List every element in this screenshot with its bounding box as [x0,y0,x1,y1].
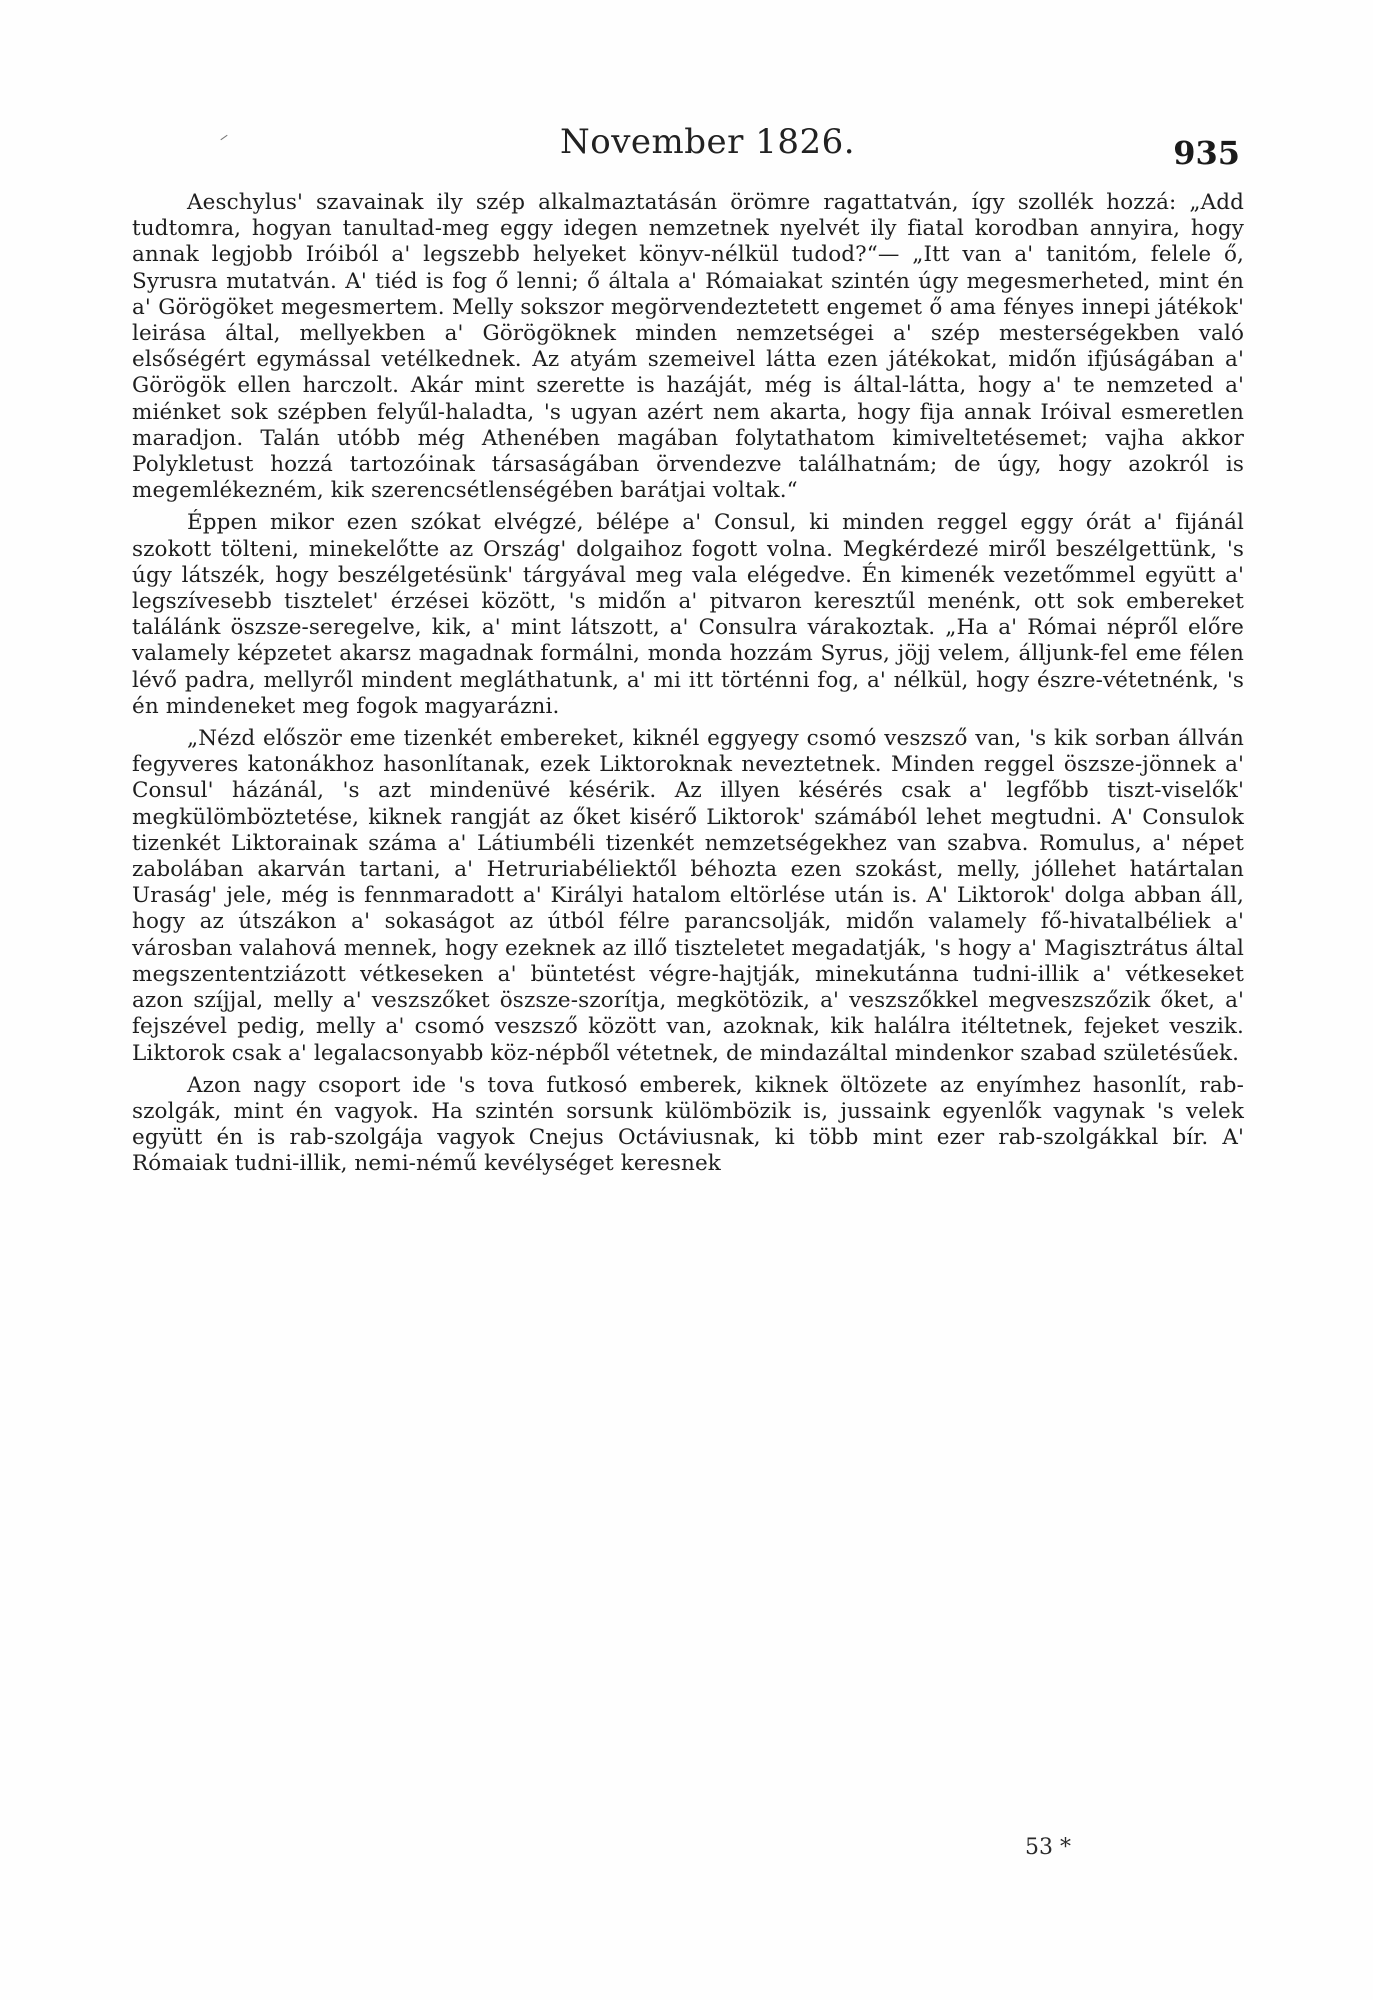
running-head: November 1826. [560,122,856,162]
page-number: 935 [1173,134,1240,172]
paragraph: Éppen mikor ezen szókat elvégzé, bélépe a' Consul, ki minden reggel eggy órát a' fijánál szokott tölteni, minekelőtte az Ország' dolgaihoz fogott volna. Megkérdezé miről beszélgettünk, 's úgy látszék, hogy beszélgetésünk' tárgyával meg vala elégedve. Én kimenék vezetőmmel együtt a' legszívesebb tisztelet' érzései között, 's midőn a' pitvaron keresztűl menénk, ott sok embereket találánk öszsze-seregelve, kik, a' mint látszott, a' Consulra várakoztak. „Ha a' Római népről előre valamely képzetet akarsz magadnak formálni, monda hozzám Syrus, jöjj velem, álljunk-fel eme félen lévő padra, mellyről mindent megláthatunk, a' mi itt történni fog, a' nélkül, hogy észre-vétetnénk, 's én mindeneket meg fogok magyarázni. [132,510,1244,719]
page-header [130,112,1240,182]
paragraph: Aeschylus' szavainak ily szép alkalmaztatásán örömre ragattatván, így szollék hozzá: „Add tudtomra, hogyan tanultad-meg eggy idegen nemzetnek nyelvét ily fiatal korodban annyira, hogy annak legjobb Iróiból a' legszebb helyeket könyv-nélkül tudod?“— „Itt van a' tanitóm, felele ő, Syrusra mutatván. A' tiéd is fog ő lenni; ő általa a' Rómaiakat szintén úgy megesmerheted, mint én a' Görögöket megesmertem. Melly sokszor megörvendeztetett engemet ő ama fényes innepi játékok' leirása által, mellyekben a' Görögöknek minden nemzetségei a' szép mesterségekben való elsőségért egymással vetélkednek. Az atyám szemeivel látta ezen játékokat, midőn ifjúságában a' Görögök ellen harczolt. Akár mint szerette is hazáját, még is által-látta, hogy a' te nemzeted a' miénket sok szépben felyűl-haladta, 's ugyan azért nem akarta, hogy fija annak Iróival esmeretlen maradjon. Talán utóbb még Athenében magában folytathatom kimiveltetésemet; vajha akkor Polykletust hozzá tartozóinak társaságában örvendezve találhatnám; de úgy, hogy azokról is megemlékezném, kik szerencsétlenségében barátjai voltak.“ [132,190,1244,504]
paragraph: „Nézd először eme tizenkét embereket, kiknél eggyegy csomó veszsző van, 's kik sorban állván fegyveres katonákhoz hasonlítanak, ezek Liktoroknak neveztetnek. Minden reggel öszsze-jönnek a' Consul' házánál, 's azt mindenüvé késérik. Az illyen késérés csak a' legfőbb tiszt-viselők' megkülömböztetése, kiknek rangját az őket kisérő Liktorok' számából lehet megtudni. A' Consulok tizenkét Liktorainak száma a' Látiumbéli tizenkét nemzetségekhez van szabva. Romulus, a' népet zabolában akarván tartani, a' Hetruriabéliektől béhozta ezen szokást, melly, jóllehet határtalan Uraság' jele, még is fennmaradott a' Királyi hatalom eltörlése után is. A' Liktorok' dolga abban áll, hogy az útszákon a' sokaságot az útból félre parancsolják, midőn valamely fő-hivatalbéliek a' városban valahová mennek, hogy ezeknek az illő tiszteletet megadatják, 's hogy a' Magisztrátus által megszententziázott vétkeseken a' büntetést végre-hajtják, minekutánna tudni-illik a' vétkeseket azon szíjjal, melly a' veszszőket öszsze-szorítja, megkötözik, a' veszszőkkel megveszszőzik őket, a' fejszével pedig, melly a' csomó veszsző között van, azoknak, kik halálra itéltetnek, fejeket veszik. Liktorok csak a' legalacsonyabb köz-népből vétetnek, de mindazáltal mindenkor szabad születésűek. [132,726,1244,1066]
stray-mark [220,135,227,140]
signature-mark: 53 * [1025,1835,1071,1860]
page-footer [1025,1835,1175,1875]
body-text [132,190,1244,1780]
paragraph: Azon nagy csoport ide 's tova futkosó emberek, kiknek öltözete az enyímhez hasonlít, rab-szolgák, mint én vagyok. Ha szintén sorsunk külömbözik is, jussaink egyenlők vagynak 's velek együtt én is rab-szolgája vagyok Cnejus Octáviusnak, ki több mint ezer rab-szolgákkal bír. A' Rómaiak tudni-illik, nemi-némű kevélységet keresnek [132,1072,1244,1177]
